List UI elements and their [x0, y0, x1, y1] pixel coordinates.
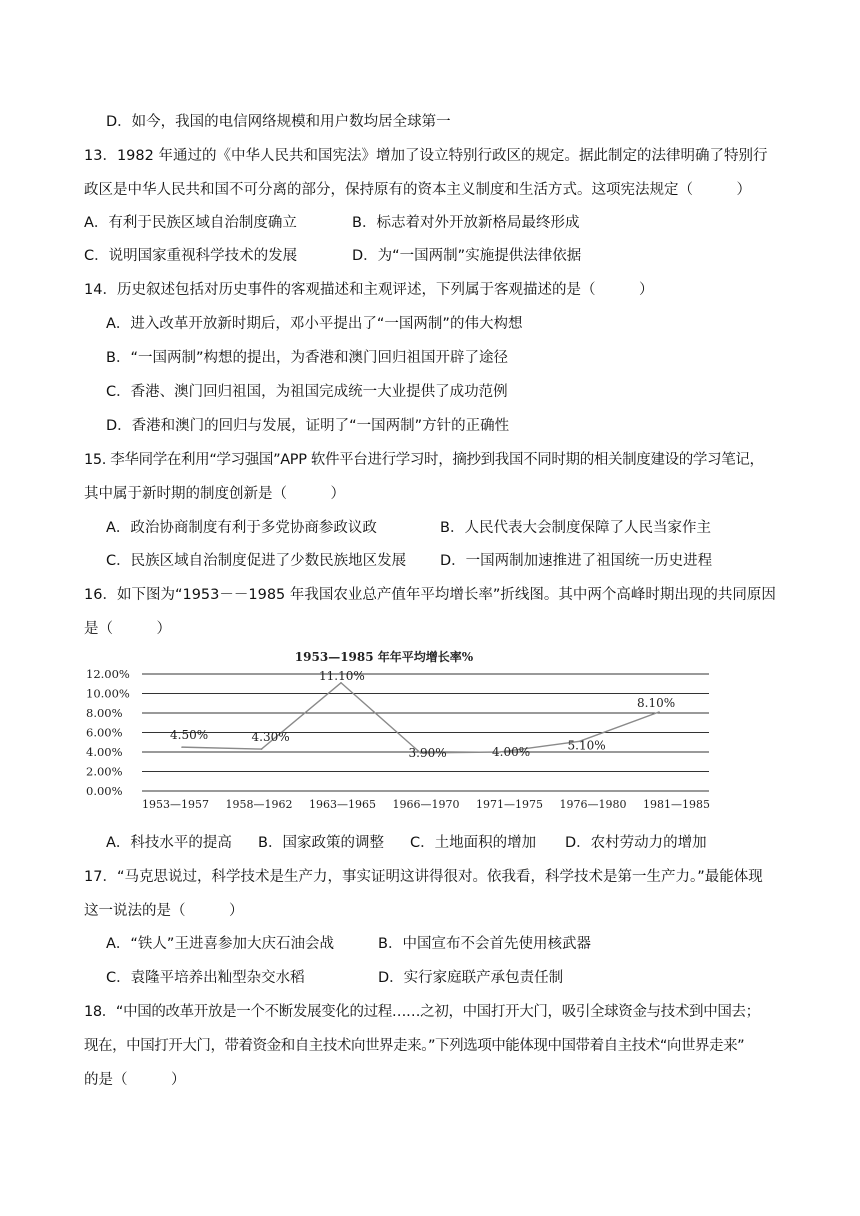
- x-tick-label: 1976—1980: [559, 798, 627, 811]
- q17-stem-line1: 17．“马克思说过，科学技术是生产力，事实证明这讲得很对。依我看，科学技术是第一生产力。”最能体现: [84, 869, 763, 885]
- q13-option-a: A．有利于民族区域自治制度确立: [84, 215, 297, 231]
- q16-stem-line1: 16．如下图为“1953－－1985 年我国农业总产值年平均增长率”折线图。其中两个高峰时期出现的共同原因: [84, 587, 776, 603]
- data-point: [181, 746, 183, 748]
- q13-option-c: C．说明国家重视科学技术的发展: [84, 248, 298, 264]
- data-label: 4.30%: [251, 730, 290, 745]
- q17-option-c: C．袁隆平培养出籼型杂交水稻: [106, 970, 305, 986]
- q16-option-c: C．土地面积的增加: [410, 835, 537, 851]
- y-tick-label: 10.00%: [86, 686, 130, 701]
- y-tick-label: 4.00%: [86, 745, 123, 759]
- data-label: 3.90%: [408, 745, 447, 760]
- q13-stem-line1: 13．1982 年通过的《中华人民共和国宪法》增加了设立特别行政区的规定。据此制定的法律明确了特别行: [84, 148, 768, 164]
- q16-option-d: D．农村劳动力的增加: [565, 835, 707, 851]
- q12-option-d: D．如今，我国的电信网络规模和用户数均居全球第一: [106, 114, 451, 130]
- chart-gridlines: [142, 674, 709, 791]
- y-tick-label: 8.00%: [86, 706, 123, 720]
- q15-stem-line2: 其中属于新时期的制度创新是（ ）: [84, 486, 345, 502]
- q18-stem-line2: 现在，中国打开大门，带着资金和自主技术向世界走来。”下列选项中能体现中国带着自主技术“向世界走来”: [84, 1038, 745, 1054]
- x-tick-label: 1963—1965: [309, 798, 376, 811]
- y-tick-label: 6.00%: [86, 725, 123, 740]
- data-point: [261, 748, 263, 750]
- q16-option-a: A．科技水平的提高: [106, 835, 232, 851]
- y-tick-label: 2.00%: [86, 764, 123, 779]
- data-label: 4.00%: [492, 745, 531, 759]
- chart-title: 1953—1985 年年平均增长率%: [294, 650, 474, 664]
- data-label: 5.10%: [567, 738, 606, 753]
- data-label: 11.10%: [319, 668, 365, 683]
- q15-option-d: D．一国两制加速推进了祖国统一历史进程: [440, 553, 713, 569]
- q17-stem-line2: 这一说法的是（ ）: [84, 903, 244, 919]
- q18-stem-line3: 的是（ ）: [84, 1072, 186, 1088]
- q16-option-b: B．国家政策的调整: [258, 835, 384, 851]
- y-tick-label: 12.00%: [86, 667, 130, 681]
- q15-option-b: B．人民代表大会制度保障了人民当家作主: [440, 520, 711, 536]
- data-point: [658, 711, 660, 713]
- q13-stem-line2: 政区是中华人民共和国不可分离的部分，保持原有的资本主义制度和生活方式。这项宪法规定（ ）: [84, 182, 751, 198]
- data-label: 4.50%: [170, 728, 209, 743]
- chart-y-axis: [86, 667, 130, 798]
- q17-option-d: D．实行家庭联产承包责任制: [378, 970, 564, 986]
- q17-option-b: B．中国宣布不会首先使用核武器: [378, 936, 591, 952]
- q18-stem-line1: 18．“中国的改革开放是一个不断发展变化的过程……之初，中国打开大门，吸引全球资金与技术到中国去；: [84, 1004, 760, 1020]
- q13-option-b: B．标志着对外开放新格局最终形成: [352, 215, 580, 231]
- q14-option-c: C．香港、澳门回归祖国，为祖国完成统一大业提供了成功范例: [106, 384, 508, 400]
- q13-option-d: D．为“一国两制”实施提供法律依据: [352, 248, 582, 264]
- q15-option-c: C．民族区域自治制度促进了少数民族地区发展: [106, 553, 407, 569]
- y-tick-label: 0.00%: [86, 784, 123, 798]
- q17-option-a: A．“铁人”王进喜参加大庆石油会战: [106, 936, 334, 952]
- q14-option-a: A．进入改革开放新时期后，邓小平提出了“一国两制”的伟大构想: [106, 316, 523, 332]
- chart-data-labels: [170, 669, 675, 760]
- x-tick-label: 1971—1975: [476, 798, 543, 811]
- growth-rate-line-chart: [84, 645, 724, 817]
- q14-stem-line1: 14．历史叙述包括对历史事件的客观描述和主观评述，下列属于客观描述的是（ ）: [84, 282, 654, 298]
- q15-option-a: A．政治协商制度有利于多党协商参政议政: [106, 520, 377, 536]
- q14-option-b: B．“一国两制”构想的提出，为香港和澳门回归祖国开辟了途径: [106, 350, 508, 366]
- data-label: 8.10%: [637, 696, 676, 711]
- x-tick-label: 1958—1962: [225, 798, 293, 811]
- chart-x-axis: [142, 798, 710, 811]
- q14-option-d: D．香港和澳门的回归与发展，证明了“一国两制”方针的正确性: [106, 418, 510, 434]
- q16-stem-line2: 是（ ）: [84, 621, 171, 637]
- x-tick-label: 1953—1957: [142, 798, 209, 811]
- x-tick-label: 1981—1985: [643, 798, 710, 811]
- q15-stem-line1: 15. 李华同学在利用“学习强国”APP 软件平台进行学习时，摘抄到我国不同时期的相关制度建设的学习笔记，: [84, 452, 764, 468]
- x-tick-label: 1966—1970: [392, 798, 460, 811]
